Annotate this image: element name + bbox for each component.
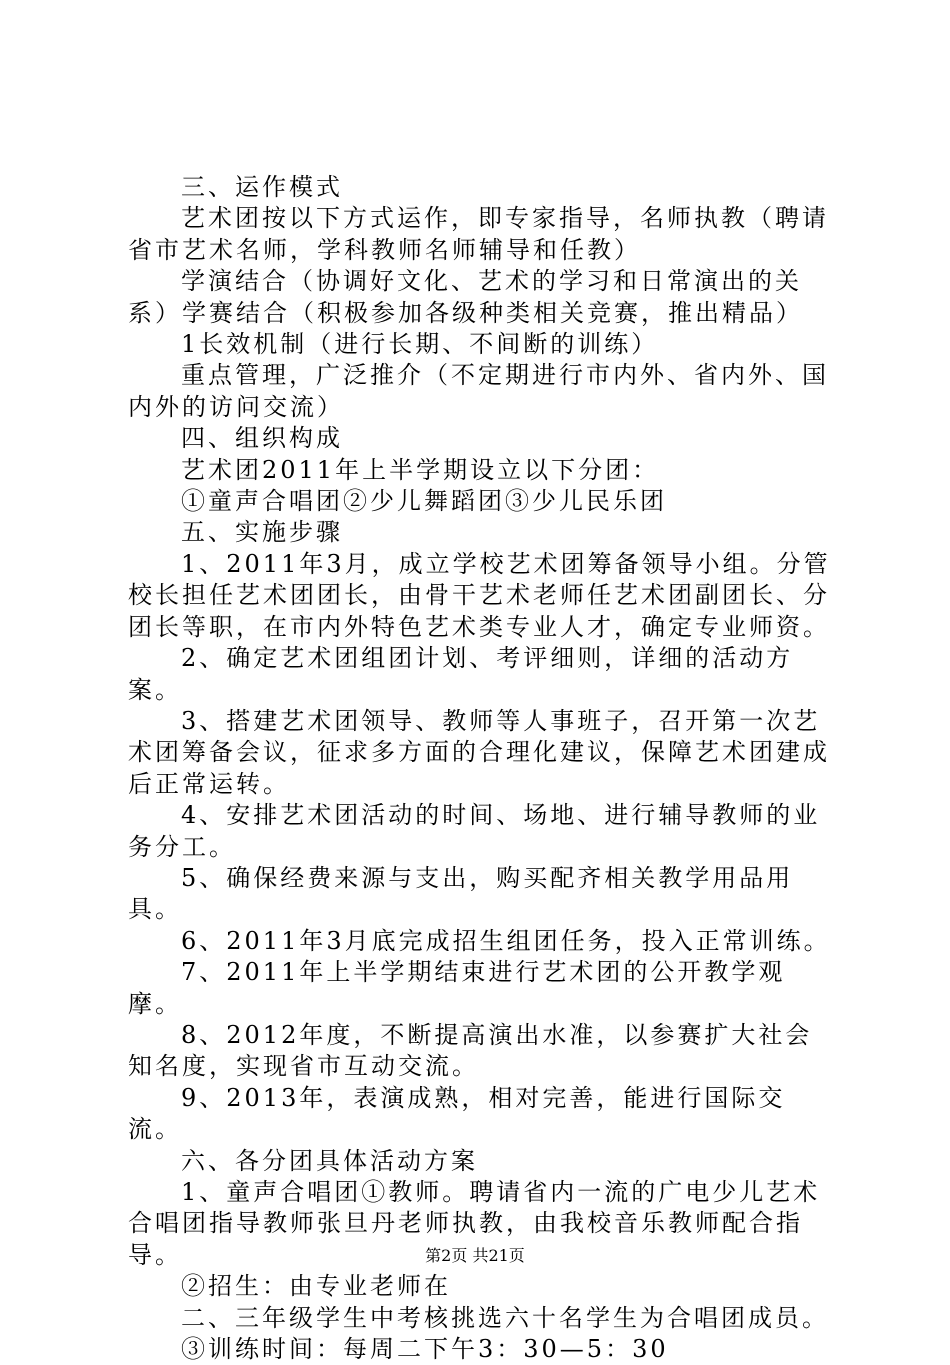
page-footer: 第2页 共21页 (425, 1246, 525, 1265)
document-body (128, 172, 838, 1365)
paragraph-choir-selection: 二、三年级学生中考核挑选六十名学生为合唱团成员。 (181, 1303, 829, 1332)
paragraph-step-5: 5、确保经费来源与支出，购买配齐相关教学用品用具。 (128, 863, 794, 924)
heading-operation-mode: 三、运作模式 (181, 173, 343, 201)
paragraph-step-2: 2、确定艺术团组团计划、考评细则，详细的活动方案。 (128, 644, 794, 704)
paragraph-sub-groups-intro: 艺术团2011年上半学期设立以下分团： (181, 455, 660, 484)
paragraph-step-4: 4、安排艺术团活动的时间、场地、进行辅导教师的业务分工。 (128, 801, 821, 861)
paragraph-operation-method: 艺术团按以下方式运作，即专家指导，名师执教（聘请省市艺术名师，学科教师名师辅导和任教） (128, 204, 829, 264)
paragraph-step-1: 1、2011年3月，成立学校艺术团筹备领导小组。分管校长担任艺术团团长，由骨干艺术老师任艺术团副团长、分团长等职，在市内外特色艺术类专业人才，确定专业师资。 (128, 549, 831, 641)
paragraph-step-7: 7、2011年上半学期结束进行艺术团的公开教学观摩。 (128, 958, 786, 1018)
paragraph-choir-training-time: ③训练时间：每周二下午3：30—5：30 (181, 1335, 669, 1364)
paragraph-step-3: 3、搭建艺术团领导、教师等人事班子，召开第一次艺术团筹备会议，征求多方面的合理化建议，保障艺术团建成后正常运转。 (128, 706, 830, 798)
paragraph-key-management: 重点管理，广泛推介（不定期进行市内外、省内外、国内外的访问交流） (128, 361, 829, 421)
paragraph-step-8: 8、2012年度，不断提高演出水准，以参赛扩大社会知名度，实现省市互动交流。 (128, 1020, 813, 1081)
heading-implementation-steps: 五、实施步骤 (181, 518, 343, 547)
heading-activity-plans: 六、各分团具体活动方案 (181, 1146, 478, 1175)
paragraph-study-performance: 学演结合（协调好文化、艺术的学习和日常演出的关系）学赛结合（积极参加各级种类相关竞赛，推出精品） (128, 267, 803, 327)
paragraph-step-6: 6、2011年3月底完成招生组团任务，投入正常训练。 (181, 926, 831, 955)
heading-organization: 四、组织构成 (181, 424, 343, 453)
paragraph-choir-teachers: 1、童声合唱团①教师。聘请省内一流的广电少儿艺术合唱团指导教师张旦丹老师执教，由我校音乐教师配合指导。 (128, 1178, 821, 1269)
paragraph-sub-groups-list: ①童声合唱团②少儿舞蹈团③少儿民乐团 (181, 487, 667, 516)
paragraph-long-term-mechanism: 1长效机制（进行长期、不间断的训练） (181, 330, 659, 359)
paragraph-choir-enrollment: ②招生：由专业老师在 (181, 1272, 451, 1301)
paragraph-step-9: 9、2013年，表演成熟，相对完善，能进行国际交流。 (128, 1083, 786, 1144)
